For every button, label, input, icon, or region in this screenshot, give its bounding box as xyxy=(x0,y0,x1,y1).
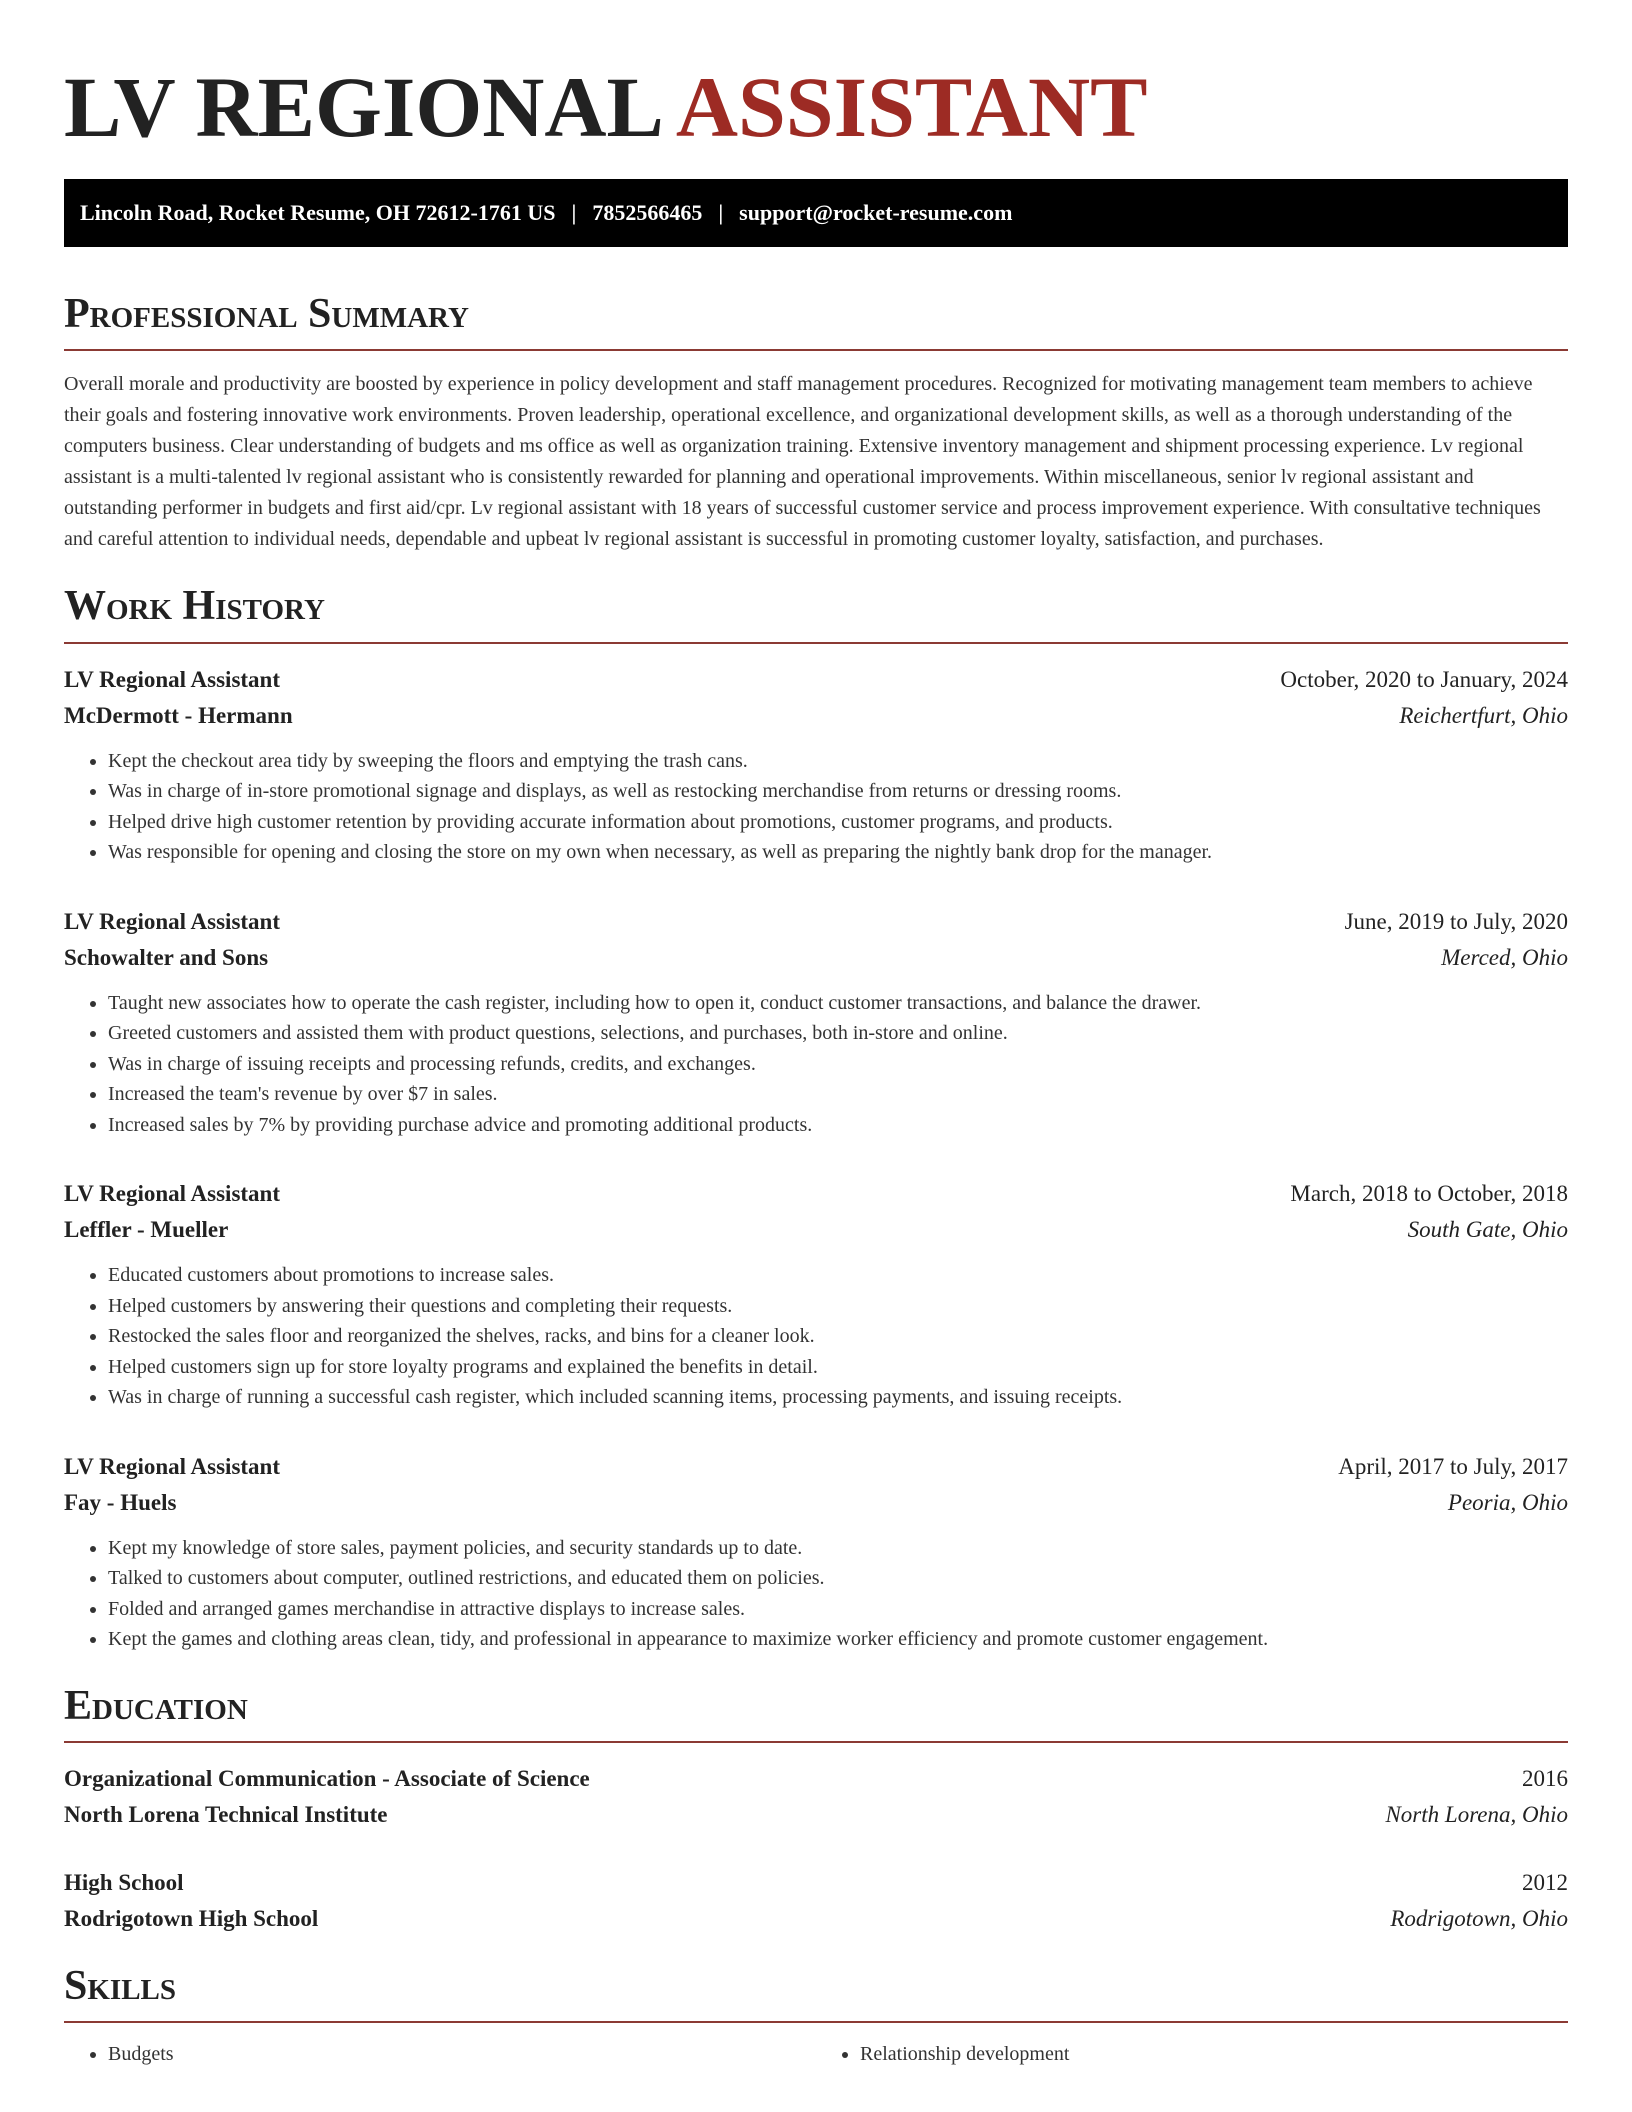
job-bullet: • Helped customers by answering their questions and completing their requests. xyxy=(108,1291,1568,1322)
education-header-row xyxy=(64,1761,1568,1797)
job-bullets xyxy=(64,1533,1568,1655)
summary-text: Overall morale and productivity are boosted by experience in policy development and staff management procedures. Recognized for motivating management team members to achieve their goals and fostering innovative work environments. Proven leadership, operational excellence, and organizational development skills, as well as a thorough understanding of the computers business. Clear understanding of budgets and ms office as well as organization training. Extensive inventory management and shipment processing experience. Lv regional assistant is a multi-talented lv regional assistant who is consistently rewarded for planning and operational improvements. Within miscellaneous, senior lv regional assistant and outstanding performer in budgets and first aid/cpr. Lv regional assistant with 18 years of successful customer service and process improvement experience. With consultative techniques and careful attention to individual needs, dependable and upbeat lv regional assistant is successful in promoting customer loyalty, satisfaction, and purchases. xyxy=(64,373,1541,551)
job-bullet: • Increased sales by 7% by providing purchase advice and promoting additional products. xyxy=(108,1110,1568,1141)
skills-column-left xyxy=(64,2039,816,2069)
job-bullet: • Educated customers about promotions to increase sales. xyxy=(108,1260,1568,1291)
skill-item: • Budgets xyxy=(108,2039,816,2069)
job-company-row xyxy=(64,940,1568,976)
section-title-skills: Skills xyxy=(64,1963,1568,2023)
contact-address: Lincoln Road, Rocket Resume, OH 72612-1761 US xyxy=(80,200,556,226)
job-bullet: • Kept the games and clothing areas clean, tidy, and professional in appearance to maximize worker efficiency and promote customer engagement. xyxy=(108,1624,1568,1655)
job-dates: April, 2017 to July, 2017 xyxy=(1338,1453,1568,1479)
job-bullet: • Taught new associates how to operate the cash register, including how to open it, conduct customer transactions, and balance the drawer. xyxy=(108,988,1568,1019)
job-title: LV Regional Assistant xyxy=(64,1181,281,1207)
job-header-row xyxy=(64,1176,1568,1212)
contact-phone: 7852566465 xyxy=(592,200,703,226)
job-location: South Gate, Ohio xyxy=(1407,1217,1568,1243)
job-company-row xyxy=(64,1212,1568,1248)
job-entry xyxy=(64,1449,1568,1655)
contact-separator: | xyxy=(718,200,724,226)
job-bullet: • Talked to customers about computer, outlined restrictions, and educated them on policies. xyxy=(108,1563,1568,1594)
job-bullets xyxy=(64,988,1568,1141)
job-entry xyxy=(64,904,1568,1141)
job-location: Merced, Ohio xyxy=(1441,944,1568,970)
job-location: Reichertfurt, Ohio xyxy=(1399,702,1568,728)
resume-name xyxy=(64,56,1568,159)
job-title: LV Regional Assistant xyxy=(64,1453,281,1479)
job-company: Schowalter and Sons xyxy=(64,944,269,970)
job-entry xyxy=(64,662,1568,868)
skill-item: • Relationship development xyxy=(860,2039,1568,2069)
job-bullet: • Helped customers sign up for store loyalty programs and explained the benefits in detail. xyxy=(108,1352,1568,1383)
education-degree: Organizational Communication - Associate of Science xyxy=(64,1765,590,1791)
job-entry xyxy=(64,1176,1568,1413)
contact-email[interactable]: support@rocket-resume.com xyxy=(739,200,1013,226)
education-list xyxy=(64,1761,1568,1937)
education-year: 2012 xyxy=(1522,1869,1568,1895)
education-entry xyxy=(64,1761,1568,1833)
job-company-row xyxy=(64,698,1568,734)
education-location: North Lorena, Ohio xyxy=(1385,1801,1568,1827)
education-school: Rodrigotown High School xyxy=(64,1905,319,1931)
job-bullets xyxy=(64,1260,1568,1413)
job-bullet: • Restocked the sales floor and reorganized the shelves, racks, and bins for a cleaner look. xyxy=(108,1321,1568,1352)
job-bullet: • Increased the team's revenue by over $7 in sales. xyxy=(108,1079,1568,1110)
education-school-row xyxy=(64,1901,1568,1937)
job-company: Leffler - Mueller xyxy=(64,1217,229,1243)
job-company: McDermott - Hermann xyxy=(64,702,293,728)
education-header-row xyxy=(64,1865,1568,1901)
job-location: Peoria, Ohio xyxy=(1447,1489,1568,1515)
education-degree: High School xyxy=(64,1869,184,1895)
job-bullet: • Greeted customers and assisted them with product questions, selections, and purchases, both in-store and online. xyxy=(108,1018,1568,1049)
job-company: Fay - Huels xyxy=(64,1489,177,1515)
job-bullet: • Was in charge of in-store promotional signage and displays, as well as restocking merchandise from returns or dressing rooms. xyxy=(108,776,1568,807)
job-bullet: • Folded and arranged games merchandise in attractive displays to increase sales. xyxy=(108,1594,1568,1625)
job-bullet: • Helped drive high customer retention by providing accurate information about promotions, customer programs, and products. xyxy=(108,807,1568,838)
education-location: Rodrigotown, Ohio xyxy=(1390,1905,1568,1931)
work-history-list xyxy=(64,662,1568,1655)
section-title-work-history: Work History xyxy=(64,583,1568,643)
job-bullets xyxy=(64,746,1568,868)
job-title: LV Regional Assistant xyxy=(64,666,281,692)
contact-separator: | xyxy=(571,200,577,226)
job-header-row xyxy=(64,1449,1568,1485)
job-bullet: • Was in charge of running a successful cash register, which included scanning items, processing payments, and issuing receipts. xyxy=(108,1382,1568,1413)
job-bullet: • Was in charge of issuing receipts and processing refunds, credits, and exchanges. xyxy=(108,1049,1568,1080)
education-year: 2016 xyxy=(1522,1765,1568,1791)
job-bullet: • Kept my knowledge of store sales, payment policies, and security standards up to date. xyxy=(108,1533,1568,1564)
section-title-education: Education xyxy=(64,1683,1568,1743)
education-entry xyxy=(64,1865,1568,1937)
job-dates: October, 2020 to January, 2024 xyxy=(1280,666,1568,692)
job-dates: March, 2018 to October, 2018 xyxy=(1290,1181,1568,1207)
skills-column-right xyxy=(816,2039,1568,2069)
name-main: LV REGIONAL xyxy=(64,59,660,155)
job-company-row xyxy=(64,1485,1568,1521)
contact-bar xyxy=(64,179,1568,247)
job-header-row xyxy=(64,662,1568,698)
job-bullet: • Was responsible for opening and closing the store on my own when necessary, as well as preparing the nightly bank drop for the manager. xyxy=(108,837,1568,868)
job-header-row xyxy=(64,904,1568,940)
name-accent: ASSISTANT xyxy=(675,59,1148,155)
section-title-summary: Professional Summary xyxy=(64,291,1568,351)
education-school-row xyxy=(64,1797,1568,1833)
education-school: North Lorena Technical Institute xyxy=(64,1801,388,1827)
job-title: LV Regional Assistant xyxy=(64,908,281,934)
skills-list xyxy=(64,2039,1568,2069)
job-dates: June, 2019 to July, 2020 xyxy=(1344,908,1568,934)
job-bullet: • Kept the checkout area tidy by sweeping the floors and emptying the trash cans. xyxy=(108,746,1568,777)
